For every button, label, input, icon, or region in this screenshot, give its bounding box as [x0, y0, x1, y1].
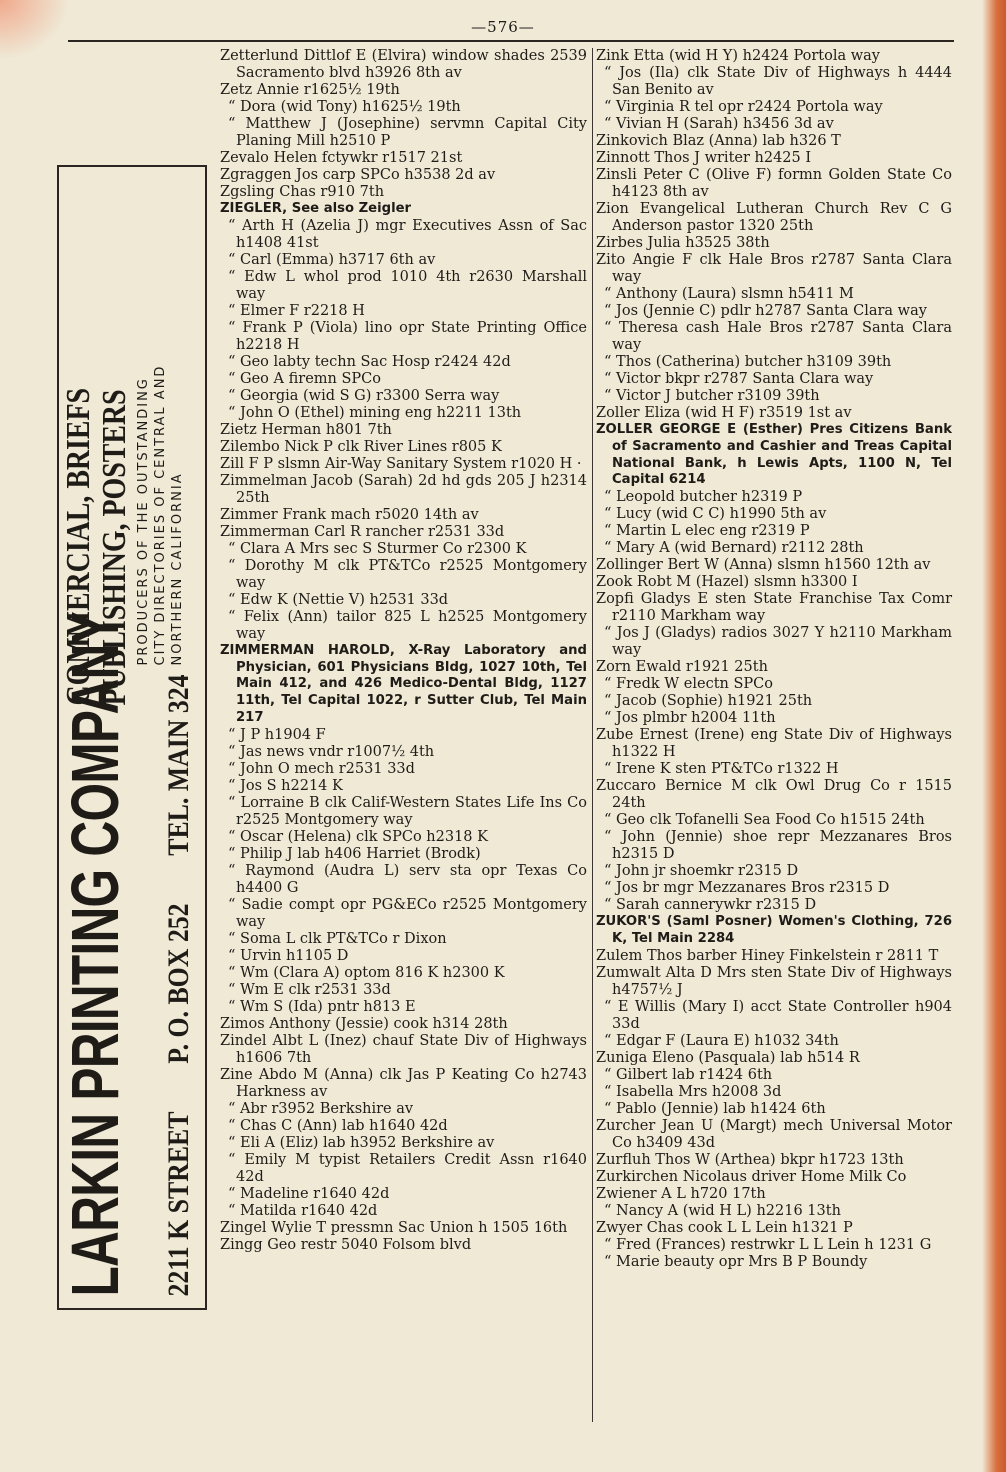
directory-entry: Zwiener A L h720 17th — [596, 1185, 766, 1202]
directory-entry: Zgraggen Jos carp SPCo h3538 2d av — [220, 167, 496, 183]
directory-entry: “ Clara A Mrs sec S Sturmer Co r2300 K — [228, 540, 527, 557]
directory-entry: “ Geo A firemn SPCo — [228, 370, 382, 387]
directory-entry: Zine Abdo M (Anna) clk Jas P Keating Co h2743 Harkness av — [220, 1066, 587, 1100]
directory-entry: Zopfi Gladys E sten State Franchise Tax Comr r2110 Markham way — [596, 591, 952, 625]
directory-entry: “ Madeline r1640 42d — [228, 1185, 390, 1202]
directory-entry: “ Theresa cash Hale Bros r2787 Santa Clara way — [604, 320, 952, 353]
directory-entry: “ Abr r3952 Berkshire av — [228, 1100, 414, 1117]
directory-entry: “ Elmer F r2218 H — [228, 302, 365, 319]
directory-entry: “ Matilda r1640 42d — [228, 1202, 378, 1219]
directory-entry: Zinnott Thos J writer h2425 I — [596, 150, 812, 166]
directory-entry: Zulem Thos barber Hiney Finkelstein r 2811 T — [596, 947, 939, 964]
ad-contact-line — [163, 633, 195, 1296]
ad-po-box: P. O. BOX 252 — [162, 902, 195, 1064]
directory-entry: “ Urvin h1105 D — [228, 947, 349, 964]
directory-entry: ZOLLER GEORGE E (Esther) Pres Citizens Bank of Sacramento and Cashier and Treas Capital National Bank, h Lewis Apts, 1100 N, Tel Capital 6214 — [596, 422, 952, 488]
directory-entry: “ Virginia R tel opr r2424 Portola way — [604, 99, 883, 115]
directory-entry: Zetterlund Dittlof E (Elvira) window shades 2539 Sacramento blvd h3926 8th av — [220, 48, 587, 81]
directory-entry: “ Anthony (Laura) slsmn h5411 M — [604, 286, 854, 302]
directory-entry: “ Geo clk Tofanelli Sea Food Co h1515 24th — [604, 812, 925, 829]
directory-entry: Zetz Annie r1625½ 19th — [220, 82, 400, 98]
directory-entry: “ Thos (Catherina) butcher h3109 39th — [604, 354, 892, 370]
directory-entry: Zimmerman Carl R rancher r2531 33d — [220, 523, 505, 540]
directory-entry: “ Irene K sten PT&TCo r1322 H — [604, 761, 839, 778]
directory-entry: “ Mary A (wid Bernard) r2112 28th — [604, 540, 864, 557]
directory-entry: “ John O mech r2531 33d — [228, 760, 415, 777]
directory-entry: ZIMMERMAN HAROLD, X-Ray Laboratory and Physician, 601 Physicians Bldg, 1027 10th, Tel Main 412, and 426 Medico-Dental Bldg, 1127 11th, Tel Capital 1022, r Sutter Club, Tel Main 217 — [220, 642, 587, 725]
directory-entry: “ Edw K (Nettie V) h2531 33d — [228, 591, 449, 608]
directory-entry: “ Wm E clk r2531 33d — [228, 981, 391, 998]
ad-products-line1: COMMERCIAL, BRIEFS — [60, 387, 97, 705]
directory-entry: “ Fred (Frances) restrwkr L L Lein h 1231 G — [604, 1236, 932, 1253]
directory-entry: “ Jos (Ila) clk State Div of Highways h 4444 San Benito av — [604, 65, 952, 98]
directory-entry: Zevalo Helen fctywkr r1517 21st — [220, 150, 463, 166]
ad-phone: TEL. MAIN 324 — [162, 673, 195, 856]
directory-entry: “ Jos J (Gladys) radios 3027 Y h2110 Markham way — [604, 625, 952, 659]
directory-entry: Zink Etta (wid H Y) h2424 Portola way — [596, 48, 881, 64]
directory-entry: “ Victor J butcher r3109 39th — [604, 388, 820, 404]
ad-rotated-content — [57, 165, 207, 1310]
directory-entry: “ Edw L whol prod 1010 4th r2630 Marshall way — [228, 268, 587, 302]
directory-entry: “ Pablo (Jennie) lab h1424 6th — [604, 1100, 826, 1117]
directory-entry: Zimos Anthony (Jessie) cook h314 28th — [220, 1015, 508, 1032]
directory-entry: “ Wm S (Ida) pntr h813 E — [228, 998, 416, 1015]
ad-tagline-line3: NORTHERN CALIFORNIA — [170, 471, 185, 665]
directory-entry: “ Soma L clk PT&TCo r Dixon — [228, 930, 447, 947]
directory-entry: Zinsli Peter C (Olive F) formn Golden State Co h4123 8th av — [596, 167, 952, 200]
directory-entry: “ Marie beauty opr Mrs B P Boundy — [604, 1253, 868, 1270]
directory-entry: “ Gilbert lab r1424 6th — [604, 1066, 773, 1083]
directory-entry: “ Georgia (wid S G) r3300 Serra way — [228, 387, 500, 404]
page-number: —576— — [471, 18, 535, 36]
directory-entry: “ Jos br mgr Mezzanares Bros r2315 D — [604, 880, 890, 897]
directory-column-left — [220, 48, 587, 1254]
directory-entry: “ John O (Ethel) mining eng h2211 13th — [228, 404, 522, 421]
directory-entry: “ Lorraine B clk Calif-Western States Life Ins Co r2525 Montgomery way — [228, 794, 587, 828]
directory-entry: “ Chas C (Ann) lab h1640 42d — [228, 1117, 448, 1134]
directory-entry: “ John jr shoemkr r2315 D — [604, 863, 799, 880]
directory-entry: “ Frank P (Viola) lino opr State Printing Office h2218 H — [228, 319, 587, 353]
directory-entry: “ E Willis (Mary I) acct State Controller h904 33d — [604, 998, 952, 1032]
directory-entry: Zurcher Jean U (Margt) mech Universal Motor Co h3409 43d — [596, 1117, 952, 1151]
directory-entry: ZUKOR'S (Saml Posner) Women's Clothing, 726 K, Tel Main 2284 — [596, 914, 952, 946]
directory-entry: “ Edgar F (Laura E) h1032 34th — [604, 1032, 839, 1049]
directory-column-right — [596, 48, 952, 1271]
directory-entry: Zuniga Eleno (Pasquala) lab h514 R — [596, 1049, 860, 1066]
directory-entry: Zilembo Nick P clk River Lines r805 K — [220, 438, 502, 455]
directory-entry: Zingel Wylie T pressmn Sac Union h 1505 16th — [220, 1219, 568, 1236]
directory-entry: Zill F P slsmn Air-Way Sanitary System r1020 H · — [220, 455, 582, 472]
directory-entry: Zwyer Chas cook L L Lein h1321 P — [596, 1219, 853, 1236]
directory-entry: Zgsling Chas r910 7th — [220, 184, 385, 200]
directory-entry: “ Oscar (Helena) clk SPCo h2318 K — [228, 828, 488, 845]
directory-entry: Zinkovich Blaz (Anna) lab h326 T — [596, 133, 841, 149]
directory-entry: Zimmer Frank mach r5020 14th av — [220, 506, 479, 523]
directory-entry: Zook Robt M (Hazel) slsmn h3300 I — [596, 574, 858, 591]
directory-entry: “ Jos plmbr h2004 11th — [604, 710, 776, 727]
directory-entry: Zoller Eliza (wid H F) r3519 1st av — [596, 405, 852, 421]
directory-entry: “ Wm (Clara A) optom 816 K h2300 K — [228, 964, 505, 981]
directory-entry: “ Arth H (Azelia J) mgr Executives Assn of Sac h1408 41st — [228, 217, 587, 251]
larkin-printing-advertisement — [57, 165, 207, 1310]
directory-entry: “ Vivian H (Sarah) h3456 3d av — [604, 116, 834, 132]
directory-entry: “ Jos S h2214 K — [228, 777, 343, 794]
directory-entry: “ Jacob (Sophie) h1921 25th — [604, 693, 813, 710]
ad-tagline — [135, 364, 186, 665]
directory-entry: Zorn Ewald r1921 25th — [596, 659, 768, 676]
directory-entry: “ Matthew J (Josephine) servmn Capital City Planing Mill h2510 P — [228, 116, 587, 149]
header-rule — [68, 40, 954, 42]
directory-entry: “ Geo labty techn Sac Hosp r2424 42d — [228, 353, 511, 370]
column-divider — [592, 48, 593, 1422]
directory-entry: “ Leopold butcher h2319 P — [604, 489, 803, 506]
directory-entry: “ Eli A (Eliz) lab h3952 Berkshire av — [228, 1134, 495, 1151]
ad-tagline-line1: PRODUCERS OF THE OUTSTANDING — [136, 376, 151, 665]
ad-company-name: LARKIN PRINTING COMPANY — [58, 611, 133, 1296]
directory-entry: Zumwalt Alta D Mrs sten State Div of Highways h4757½ J — [596, 964, 952, 998]
page-edge-stain — [982, 0, 1006, 1472]
directory-entry: “ Dorothy M clk PT&TCo r2525 Montgomery way — [228, 557, 587, 591]
directory-entry: Zuccaro Bernice M clk Owl Drug Co r 1515 24th — [596, 778, 952, 812]
directory-entry: “ Fredk W electn SPCo — [604, 676, 773, 693]
directory-entry: “ Jas news vndr r1007½ 4th — [228, 743, 435, 760]
directory-entry: “ Victor bkpr r2787 Santa Clara way — [604, 371, 874, 387]
directory-entry: Zurfluh Thos W (Arthea) bkpr h1723 13th — [596, 1151, 904, 1168]
directory-entry: ZIEGLER, See also Zeigler — [220, 201, 412, 216]
directory-entry: “ Sadie compt opr PG&ECo r2525 Montgomery way — [228, 896, 587, 930]
ad-products — [61, 387, 133, 705]
directory-entry: “ Nancy A (wid H L) h2216 13th — [604, 1202, 841, 1219]
directory-entry: Zion Evangelical Lutheran Church Rev C G Anderson pastor 1320 25th — [596, 201, 952, 234]
directory-entry: Zube Ernest (Irene) eng State Div of Highways h1322 H — [596, 727, 952, 761]
ad-street-address: 2211 K STREET — [162, 1111, 195, 1296]
directory-entry: “ Martin L elec eng r2319 P — [604, 523, 810, 540]
directory-entry: Zito Angie F clk Hale Bros r2787 Santa Clara way — [596, 252, 952, 285]
directory-entry: Zietz Herman h801 7th — [220, 421, 392, 438]
directory-entry: “ Felix (Ann) tailor 825 L h2525 Montgomery way — [228, 608, 587, 642]
directory-entry: Zindel Albt L (Inez) chauf State Div of Highways h1606 7th — [220, 1032, 587, 1066]
directory-entry: “ Emily M typist Retailers Credit Assn r1640 42d — [228, 1151, 587, 1185]
directory-entry: “ J P h1904 F — [228, 726, 326, 743]
directory-entry: “ Dora (wid Tony) h1625½ 19th — [228, 99, 461, 115]
directory-entry: “ Philip J lab h406 Harriet (Brodk) — [228, 845, 481, 862]
directory-entry: Zimmelman Jacob (Sarah) 2d hd gds 205 J h2314 25th — [220, 472, 587, 506]
directory-entry: “ Sarah cannerywkr r2315 D — [604, 897, 817, 914]
directory-entry: “ John (Jennie) shoe repr Mezzanares Bros h2315 D — [604, 829, 952, 863]
directory-entry: Zurkirchen Nicolaus driver Home Milk Co — [596, 1168, 907, 1185]
directory-entry: Zirbes Julia h3525 38th — [596, 235, 770, 251]
directory-entry: Zollinger Bert W (Anna) slsmn h1560 12th av — [596, 557, 931, 574]
directory-entry: “ Jos (Jennie C) pdlr h2787 Santa Clara way — [604, 303, 927, 319]
ad-products-line2: PUBLISHING, POSTERS — [96, 388, 133, 705]
directory-entry: “ Isabella Mrs h2008 3d — [604, 1083, 782, 1100]
ad-tagline-line2: CITY DIRECTORIES OF CENTRAL AND — [153, 364, 168, 665]
directory-entry: “ Lucy (wid C C) h1990 5th av — [604, 506, 827, 523]
directory-entry: Zingg Geo restr 5040 Folsom blvd — [220, 1236, 472, 1253]
directory-entry: “ Raymond (Audra L) serv sta opr Texas Co h4400 G — [228, 862, 587, 896]
directory-entry: “ Carl (Emma) h3717 6th av — [228, 251, 436, 268]
